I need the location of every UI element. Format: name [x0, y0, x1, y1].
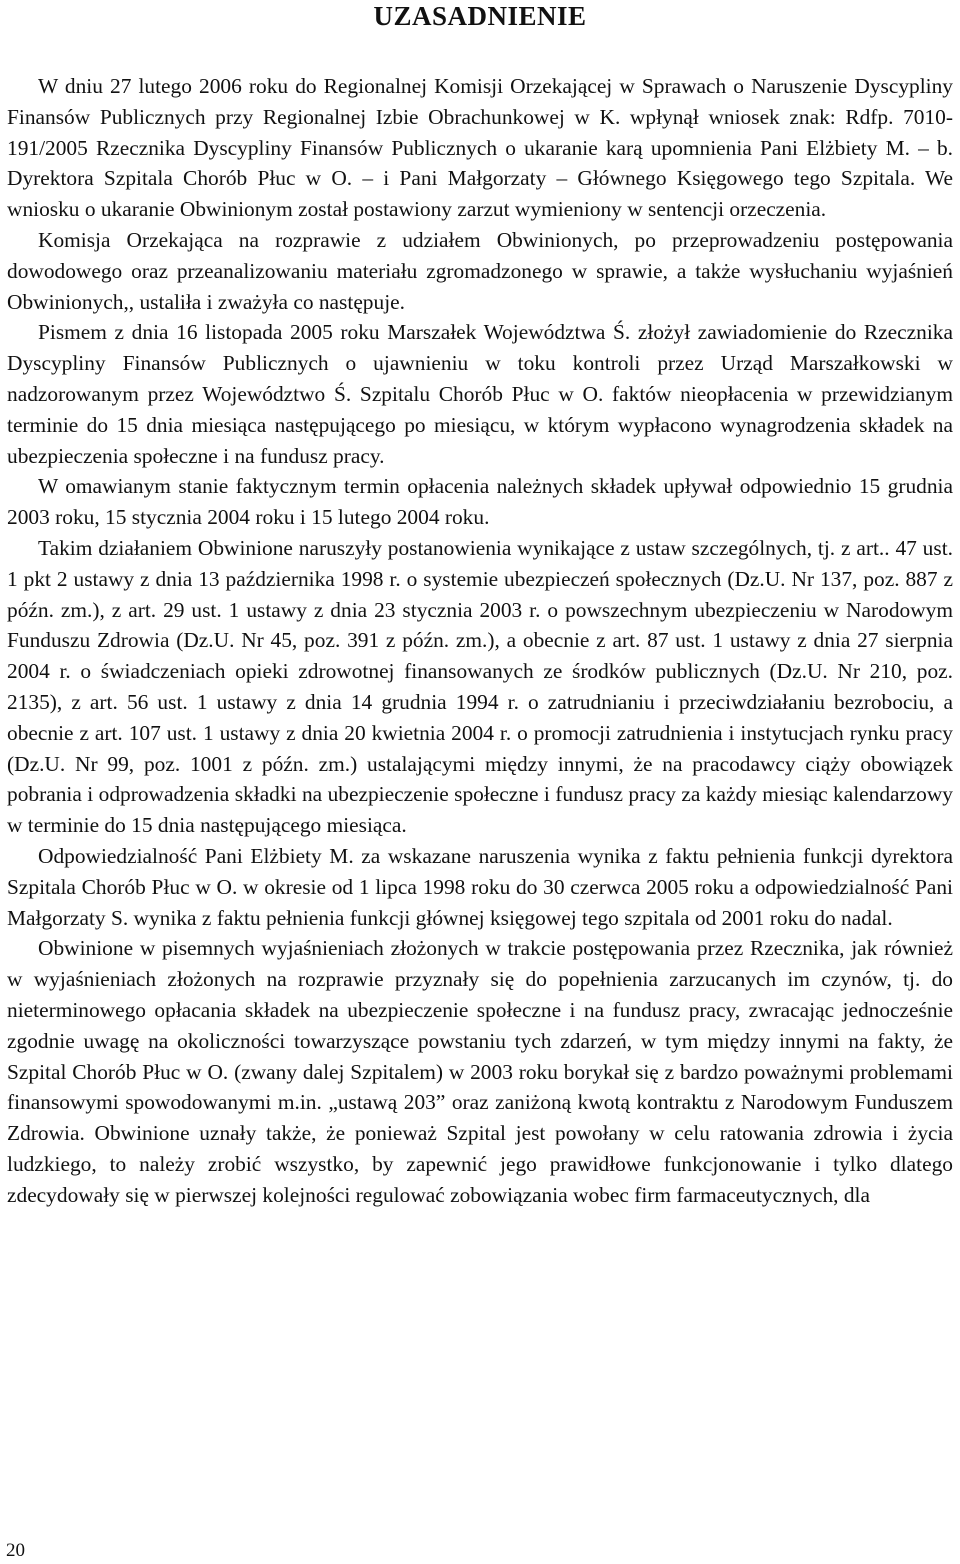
paragraph: Takim działaniem Obwinione naruszyły postanowienia wynikające z ustaw szczególnych, tj. z art.. 47 ust. 1 pkt 2 ustawy z dnia 13 października 1998 r. o systemie ubezpieczeń społecznych (Dz.U. Nr 137, poz. 887 z późn. zm.), z art. 29 ust. 1 ustawy z dnia 23 stycznia 2003 r. o powszechnym ubezpieczeniu w Narodowym Funduszu Zdrowia (Dz.U. Nr 45, poz. 391 z późn. zm.), a obecnie z art. 87 ust. 1 ustawy z dnia 27 sierpnia 2004 r. o świadczeniach opieki zdrowotnej finansowanych ze środków publicznych (Dz.U. Nr 210, poz. 2135), z art. 56 ust. 1 ustawy z dnia 14 grudnia 1994 r. o zatrudnianiu i przeciwdziałaniu bezrobociu, a obecnie z art. 107 ust. 1 ustawy z dnia 20 kwietnia 2004 r. o promocji zatrudnienia i instytucjach rynku pracy (Dz.U. Nr 99, poz. 1001 z późn. zm.) ustalającymi między innymi, że na pracodawcy ciąży obowiązek pobrania i odprowadzenia składki na ubezpieczenie społeczne i fundusz pracy za każdy miesiąc kalendarzowy w terminie do 15 dnia następującego miesiąca.: [7, 535, 953, 838]
page-number: 20: [6, 1540, 25, 1561]
paragraph: W omawianym stanie faktycznym termin opłacenia należnych składek upływał odpowiednio 15 grudnia 2003 roku, 15 stycznia 2004 roku i 15 lutego 2004 roku.: [7, 474, 953, 530]
page-title: UZASADNIENIE: [373, 1, 587, 31]
paragraph: Obwinione w pisemnych wyjaśnieniach złożonych w trakcie postępowania przez Rzecznika, jak również w wyjaśnieniach złożonych na rozprawie przyznały się do popełnienia zarzucanych im czynów, tj. do nieterminowego opłacania składek na ubezpieczenie społeczne i na fundusz pracy, zwracając jednocześnie zgodnie uwagę na okoliczności towarzyszące powstaniu tych zdarzeń, w tym między innymi na fakty, że Szpital Chorób Płuc w O. (zwany dalej Szpitalem) w 2003 roku borykał się z bardzo poważnymi problemami finansowymi spowodowanymi m.in. „ustawą 203” oraz zaniżoną kwotą kontraktu z Narodowym Funduszem Zdrowia. Obwinione uznały także, że ponieważ Szpital jest powołany w celu ratowania zdrowia i życia ludzkiego, to należy zrobić wszystko, by zapewnić jego prawidłowe funkcjonowanie i tylko dlatego zdecydowały się w pierwszej kolejności regulować zobowiązania wobec firm farmaceutycznych, dla: [7, 936, 953, 1207]
paragraph: Odpowiedzialność Pani Elżbiety M. za wskazane naruszenia wynika z faktu pełnienia funkcji dyrektora Szpitala Chorób Płuc w O. w okresie od 1 lipca 1998 roku do 30 czerwca 2005 roku a odpowiedzialność Pani Małgorzaty S. wynika z faktu pełnienia funkcji głównej księgowej tego szpitala od 2001 roku do nadal.: [7, 843, 953, 930]
document-body: [7, 71, 953, 1210]
paragraph: Komisja Orzekająca na rozprawie z udziałem Obwinionych, po przeprowadzeniu postępowania dowodowego oraz przeanalizowaniu materiału zgromadzonego w sprawie, a także wysłuchaniu wyjaśnień Obwinionych,, ustaliła i zważyła co następuje.: [7, 227, 953, 314]
paragraph: Pismem z dnia 16 listopada 2005 roku Marszałek Województwa Ś. złożył zawiadomienie do Rzecznika Dyscypliny Finansów Publicznych o ujawnieniu w toku kontroli przez Urząd Marszałkowski w nadzorowanym przez Województwo Ś. Szpitalu Chorób Płuc w O. faktów nieopłacenia w przewidzianym terminie do 15 dnia miesiąca następującego po miesiącu, w którym wypłacono wynagrodzenia składek na ubezpieczenia społeczne i na fundusz pracy.: [7, 320, 953, 468]
paragraph: W dniu 27 lutego 2006 roku do Regionalnej Komisji Orzekającej w Sprawach o Naruszenie Dyscypliny Finansów Publicznych przy Regionalnej Izbie Obrachunkowej w K. wpłynął wniosek znak: Rdfp. 7010-191/2005 Rzecznika Dyscypliny Finansów Publicznych o ukaranie karą upomnienia Pani Elżbiety M. – b. Dyrektora Szpitala Chorób Płuc w O. – i Pani Małgorzaty – Głównego Księgowego tego Szpitala. We wniosku o ukaranie Obwinionym został postawiony zarzut wymieniony w sentencji orzeczenia.: [7, 74, 953, 222]
